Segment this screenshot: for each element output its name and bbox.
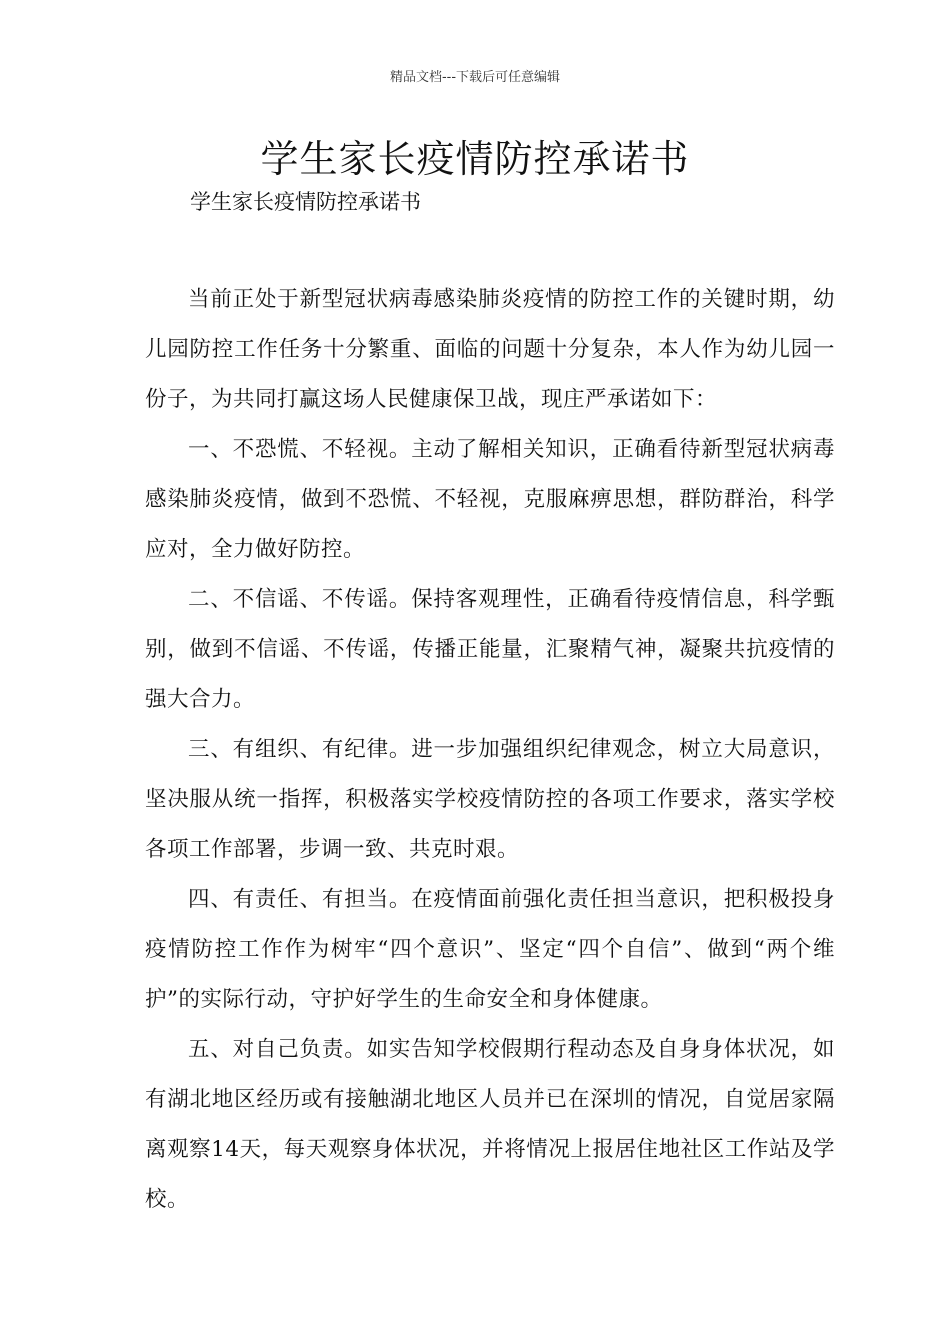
paragraph-pledge-5: 五、对自己负责。如实告知学校假期行程动态及自身身体状况，如有湖北地区经历或有接触湖北地区人员并已在深圳的情况，自觉居家隔离观察14天，每天观察身体状况，并将情况上报居住地社区工作站及学校。 [145,1037,835,1212]
paragraph-pledge-3: 三、有组织、有纪律。进一步加强组织纪律观念，树立大局意识，坚决服从统一指挥，积极落实学校疫情防控的各项工作要求，落实学校各项工作部署，步调一致、共克时艰。 [145,737,835,862]
paragraph-pledge-1: 一、不恐慌、不轻视。主动了解相关知识，正确看待新型冠状病毒感染肺炎疫情，做到不恐慌、不轻视，克服麻痹思想，群防群治，科学应对，全力做好防控。 [145,437,835,562]
document-body [145,275,835,1225]
header-note: 精品文档---下载后可任意编辑 [389,70,561,85]
paragraph-pledge-2: 二、不信谣、不传谣。保持客观理性，正确看待疫情信息，科学甄别，做到不信谣、不传谣，传播正能量，汇聚精气神，凝聚共抗疫情的强大合力。 [145,587,835,712]
document-subtitle: 学生家长疫情防控承诺书 [190,190,421,214]
document-title: 学生家长疫情防控承诺书 [260,137,690,181]
paragraph-intro: 当前正处于新型冠状病毒感染肺炎疫情的防控工作的关键时期，幼儿园防控工作任务十分繁重、面临的问题十分复杂，本人作为幼儿园一份子，为共同打赢这场人民健康保卫战，现庄严承诺如下： [145,287,835,412]
paragraph-pledge-4: 四、有责任、有担当。在疫情面前强化责任担当意识，把积极投身疫情防控工作作为树牢“四个意识”、坚定“四个自信”、做到“两个维护”的实际行动，守护好学生的生命安全和身体健康。 [145,887,835,1012]
